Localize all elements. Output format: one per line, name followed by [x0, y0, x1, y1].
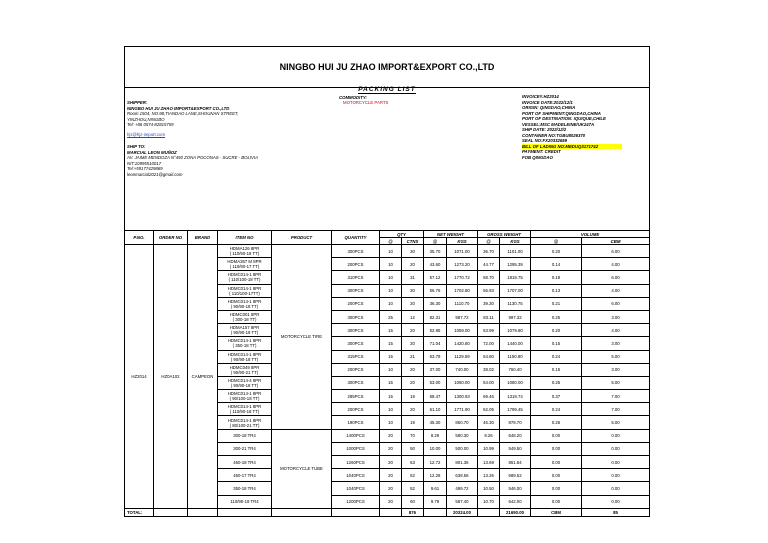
item-size: ( 350-18 TT) — [232, 343, 257, 349]
item-code: 350-18 TR4 — [233, 485, 256, 491]
company-name: NINGBO HUI JU ZHAO IMPORT&EXPORT CO.,LTD — [124, 46, 650, 88]
item-code: HDMC014-1 8PR — [227, 404, 262, 410]
ctns: 19 — [402, 416, 424, 429]
shipper-line: Room 1504, NO.98,TIANDAO LANE,SHOUNAN STREET, — [127, 111, 239, 116]
ctns: 63 — [402, 456, 424, 469]
ship-to-line: MARCIAL LEON MUÑOZ — [127, 149, 177, 155]
gross-weight-per: 13.26 — [478, 469, 500, 482]
gross-weight-per: 36.70 — [478, 245, 500, 258]
qty-per-ctn: 15 — [380, 376, 402, 389]
qty-per-ctn: 10 — [380, 258, 402, 271]
shipper-email[interactable]: hjz@hjz-import.com — [127, 132, 166, 137]
item-code: HDMC014-1 8PR — [227, 338, 262, 344]
item-code: 460-18 TR4 — [233, 459, 256, 465]
invoice-line: SEAL NO:FX20332659 — [522, 138, 568, 143]
qty-per-ctn: 20 — [380, 456, 402, 469]
net-weight: 587.40 — [447, 495, 478, 508]
col-quantity: QUANTITY — [332, 231, 380, 245]
item-size: ( 300-18 TT) — [232, 317, 257, 323]
qty-per-ctn: 20 — [380, 469, 402, 482]
net-weight-per: 8.29 — [424, 429, 447, 442]
qty-per-ctn: 10 — [380, 416, 402, 429]
ctns: 60 — [402, 495, 424, 508]
gross-weight: 648.20 — [500, 429, 531, 442]
sub-at: @ — [531, 238, 582, 245]
quantity: 200PCS — [332, 363, 380, 376]
product-tube: MOTORCYCLE TUBE — [272, 429, 332, 508]
qty-per-ctn: 10 — [380, 245, 402, 258]
sub-at: @ — [424, 238, 447, 245]
gross-weight: 549.50 — [500, 442, 531, 455]
col-volume: VOLUME — [531, 231, 650, 238]
cbm: 3.00 — [582, 337, 650, 350]
volume-per: 0.25 — [531, 310, 582, 323]
total-ctns: 876 — [402, 508, 424, 516]
gross-weight-per: 83.11 — [478, 310, 500, 323]
gross-weight: 1819.75 — [500, 271, 531, 284]
item-size: ( 80/100-21 TT) — [229, 422, 260, 428]
item-size: ( 90/90-18 TT) — [230, 382, 259, 388]
ship-to-line: AV. JAIME MENDOZA N°450 ZONA POCONAS - SUCRE - BOLIVIA — [127, 155, 258, 160]
quantity: 1260PCS — [332, 456, 380, 469]
gross-weight: 879.70 — [500, 416, 531, 429]
quantity: 285PCS — [332, 390, 380, 403]
volume-per: 0.00 — [531, 442, 582, 455]
net-weight-per: 71.04 — [424, 337, 447, 350]
net-weight: 1300.93 — [447, 390, 478, 403]
sub-at: @ — [478, 238, 500, 245]
item-size: ( 110/90-18 TT) — [229, 409, 260, 415]
net-weight-per: 35.70 — [424, 245, 447, 258]
item-code: HDMC014-1 8PR — [227, 351, 262, 357]
gross-weight-per: 54.80 — [478, 350, 500, 363]
col-gross-weight: GROSS WEIGHT — [478, 231, 531, 238]
item-no — [218, 350, 272, 363]
quantity: 200PCS — [332, 297, 380, 310]
qty-per-ctn: 20 — [380, 482, 402, 495]
gross-weight-per: 56.93 — [478, 284, 500, 297]
volume-per: 0.20 — [531, 324, 582, 337]
gross-weight: 1080.00 — [500, 376, 531, 389]
item-no — [218, 495, 272, 508]
product-tire: MOTORCYCLE TIRE — [272, 245, 332, 430]
item-code: HDMA357 M 8PR — [227, 259, 262, 265]
gross-weight: 760.40 — [500, 363, 531, 376]
cbm: 0.00 — [582, 442, 650, 455]
cbm: 7.00 — [582, 390, 650, 403]
gross-weight-per: 10.70 — [478, 495, 500, 508]
item-no — [218, 337, 272, 350]
col-pno: P.NO. — [125, 231, 154, 245]
cbm: 4.00 — [582, 284, 650, 297]
total-label: TOTAL: — [125, 508, 154, 516]
gross-weight: 861.84 — [500, 456, 531, 469]
sub-kgs: KGS — [447, 238, 478, 245]
quantity: 310PCS — [332, 271, 380, 284]
item-no — [218, 390, 272, 403]
ctns: 20 — [402, 297, 424, 310]
qty-per-ctn: 10 — [380, 271, 402, 284]
cbm: 6.00 — [582, 297, 650, 310]
invoice-line: INVOICE DATE:2022/12/1 — [522, 99, 573, 105]
invoice-line: SHIP DATE: 2022/12/2 — [522, 127, 567, 132]
net-weight: 580.30 — [447, 429, 478, 442]
gross-weight-per: 53.99 — [478, 324, 500, 337]
cbm: 0.00 — [582, 495, 650, 508]
item-size: ( 90/90-18 TT) — [230, 303, 259, 309]
gross-weight: 997.32 — [500, 310, 531, 323]
order-value: HZ0A102 — [154, 245, 188, 509]
volume-per: 0.26 — [531, 416, 582, 429]
gross-weight-per: 69.46 — [478, 390, 500, 403]
item-no — [218, 363, 272, 376]
quantity: 300PCS — [332, 337, 380, 350]
item-code: HDMC049 8PR — [229, 364, 260, 370]
totals-row — [125, 508, 650, 516]
net-weight: 1771.90 — [447, 403, 478, 416]
volume-per: 0.19 — [531, 271, 582, 284]
quantity: 300PCS — [332, 284, 380, 297]
item-no — [218, 442, 272, 455]
ctns: 19 — [402, 390, 424, 403]
net-weight: 801.36 — [447, 456, 478, 469]
gross-weight: 546.00 — [500, 482, 531, 495]
item-code: HDMC014-1 8PR — [227, 391, 262, 397]
ctns: 20 — [402, 337, 424, 350]
quantity: 190PCS — [332, 416, 380, 429]
total-gross-weight: 21650.00 — [500, 508, 531, 516]
volume-per: 0.13 — [531, 284, 582, 297]
sub-ctns: CTNS — [402, 238, 424, 245]
qty-per-ctn: 10 — [380, 284, 402, 297]
volume-per: 0.15 — [531, 337, 582, 350]
volume-per: 0.00 — [531, 456, 582, 469]
shipper-label: SHIPPER: — [127, 100, 148, 105]
ship-to-line: NIT:10995510017 — [127, 160, 162, 166]
col-order: ORDER NO — [154, 231, 188, 245]
cbm: 0.00 — [582, 456, 650, 469]
net-weight-per: 56.76 — [424, 284, 447, 297]
item-no — [218, 376, 272, 389]
item-no — [218, 258, 272, 271]
cbm: 4.00 — [582, 324, 650, 337]
shipper-line: YINZHOU,NINGBO — [127, 116, 165, 122]
net-weight-per: 61.10 — [424, 403, 447, 416]
net-weight-per: 9.61 — [424, 482, 447, 495]
col-qty: QTY — [380, 231, 424, 238]
gross-weight-per: 13.69 — [478, 456, 500, 469]
cbm: 6.00 — [582, 271, 650, 284]
gross-weight-per: 39.30 — [478, 297, 500, 310]
packing-table — [124, 230, 650, 517]
item-size: ( 90/90-18 TT) — [230, 356, 259, 362]
gross-weight: 1150.80 — [500, 350, 531, 363]
volume-per: 0.15 — [531, 363, 582, 376]
qty-per-ctn: 10 — [380, 403, 402, 416]
volume-per: 0.00 — [531, 495, 582, 508]
sub-cbm: CBM — [582, 238, 650, 245]
qty-per-ctn: 15 — [380, 350, 402, 363]
cbm: 0.00 — [582, 482, 650, 495]
brand-value: CAMPEON — [188, 245, 218, 509]
gross-weight-per: 10.99 — [478, 442, 500, 455]
net-weight-per: 52.95 — [424, 324, 447, 337]
net-weight: 1702.80 — [447, 284, 478, 297]
net-weight: 860.70 — [447, 416, 478, 429]
item-no — [218, 245, 272, 258]
volume-per: 0.21 — [531, 297, 582, 310]
cbm: 5.00 — [582, 416, 650, 429]
item-code: HDMC001 8PR — [229, 312, 260, 318]
ctns: 52 — [402, 482, 424, 495]
item-size: ( 90/90-21 TT) — [230, 369, 259, 375]
quantity: 300PCS — [332, 245, 380, 258]
invoice-line: PORT OF DESTINATION: IQUIQUE,CHILE — [522, 116, 606, 121]
ship-to-email[interactable]: leonmarcial2021@gmail.com — [127, 171, 183, 177]
net-weight-per: 37.00 — [424, 363, 447, 376]
quantity: 1040PCS — [332, 469, 380, 482]
document-title: PACKING LIST — [124, 86, 650, 95]
quantity: 300PCS — [332, 376, 380, 389]
qty-per-ctn: 15 — [380, 337, 402, 350]
quantity: 200PCS — [332, 258, 380, 271]
shipper-line: Tel: +86 0574-82815759 — [127, 122, 174, 127]
volume-per: 0.00 — [531, 469, 582, 482]
gross-weight-per: 58.70 — [478, 271, 500, 284]
item-code: 460-17 TR4 — [233, 472, 256, 478]
item-code: 300-18 TR4 — [233, 433, 256, 439]
header-block — [124, 95, 650, 230]
qty-per-ctn: 15 — [380, 390, 402, 403]
net-weight: 740.00 — [447, 363, 478, 376]
item-size: ( 90/90-19 TT) — [230, 330, 259, 336]
net-weight: 1273.20 — [447, 258, 478, 271]
invoice-line: ORIGIN: QINGDAO,CHINA — [522, 105, 576, 110]
total-cbm-label: CBM — [531, 508, 582, 516]
volume-per: 0.20 — [531, 245, 582, 258]
net-weight: 1770.72 — [447, 271, 478, 284]
ctns: 20 — [402, 363, 424, 376]
net-weight-per: 9.79 — [424, 495, 447, 508]
net-weight-per: 53.79 — [424, 350, 447, 363]
qty-per-ctn: 10 — [380, 363, 402, 376]
gross-weight: 689.52 — [500, 469, 531, 482]
gross-weight: 1295.39 — [500, 258, 531, 271]
quantity: 200PCS — [332, 403, 380, 416]
net-weight-per: 43.60 — [424, 258, 447, 271]
table-row — [125, 245, 650, 258]
volume-per: 0.24 — [531, 403, 582, 416]
item-code: HDMA126 8PR — [229, 246, 260, 252]
cbm: 4.00 — [582, 258, 650, 271]
item-no — [218, 324, 272, 337]
net-weight-per: 53.00 — [424, 376, 447, 389]
sub-kgs: KGS — [500, 238, 531, 245]
quantity: 300PCS — [332, 310, 380, 323]
gross-weight: 642.00 — [500, 495, 531, 508]
item-code: HDMC014-1 8PR — [227, 417, 262, 423]
quantity: 1400PCS — [332, 429, 380, 442]
ctns: 12 — [402, 310, 424, 323]
net-weight: 499.72 — [447, 482, 478, 495]
item-code: HDMC014-4 8PR — [227, 377, 262, 383]
ship-to-line: Tel:+59177429869 — [127, 166, 163, 171]
shipper-line: NINGBO HUI JU ZHAO IMPORT&EXPORT CO.,LTD — [127, 105, 230, 111]
item-no — [218, 456, 272, 469]
net-weight: 1420.80 — [447, 337, 478, 350]
net-weight: 1060.00 — [447, 376, 478, 389]
item-code: 110/90-19 TR4 — [230, 499, 259, 505]
packing-list-sheet — [124, 46, 649, 515]
invoice-line: VESSEL:MSC MADELEINE/UK247A — [522, 121, 595, 127]
item-code: 300-21 TR4 — [233, 446, 256, 452]
net-weight-per: 57.12 — [424, 271, 447, 284]
volume-per: 0.14 — [531, 258, 582, 271]
item-code: HDMC014-1 8PR — [227, 272, 262, 278]
volume-per: 0.37 — [531, 390, 582, 403]
net-weight: 500.00 — [447, 442, 478, 455]
gross-weight: 1440.00 — [500, 337, 531, 350]
qty-per-ctn: 20 — [380, 442, 402, 455]
gross-weight: 1130.75 — [500, 297, 531, 310]
item-size: ( 90/100-18 TT) — [229, 396, 260, 402]
volume-per: 0.00 — [531, 482, 582, 495]
quantity: 1000PCS — [332, 442, 380, 455]
qty-per-ctn: 25 — [380, 310, 402, 323]
volume-per: 0.24 — [531, 350, 582, 363]
net-weight: 1059.00 — [447, 324, 478, 337]
cbm: 3.00 — [582, 363, 650, 376]
net-weight-per: 12.72 — [424, 456, 447, 469]
cbm: 0.00 — [582, 469, 650, 482]
gross-weight: 1101.00 — [500, 245, 531, 258]
item-no — [218, 482, 272, 495]
quantity: 315PCS — [332, 350, 380, 363]
net-weight-per: 82.31 — [424, 310, 447, 323]
gross-weight-per: 46.30 — [478, 416, 500, 429]
gross-weight: 1707.00 — [500, 284, 531, 297]
payment-line: PAYMENT: CREDIT — [522, 149, 561, 154]
item-no — [218, 416, 272, 429]
gross-weight: 1319.74 — [500, 390, 531, 403]
table-body — [125, 245, 650, 509]
item-no — [218, 429, 272, 442]
ctns: 31 — [402, 271, 424, 284]
fob-line: FOB QINGDAO — [522, 154, 553, 160]
net-weight: 1110.70 — [447, 297, 478, 310]
gross-weight-per: 72.00 — [478, 337, 500, 350]
quantity: 300PCS — [332, 324, 380, 337]
ship-to-label: SHIP TO: — [127, 144, 146, 149]
net-weight: 638.56 — [447, 469, 478, 482]
cbm: 6.00 — [582, 245, 650, 258]
gross-weight-per: 38.02 — [478, 363, 500, 376]
total-cbm: 85 — [582, 508, 650, 516]
volume-per: 0.25 — [531, 376, 582, 389]
ctns: 70 — [402, 429, 424, 442]
gross-weight: 1079.80 — [500, 324, 531, 337]
quantity: 1040PCS — [332, 482, 380, 495]
ctns: 20 — [402, 258, 424, 271]
ctns: 52 — [402, 469, 424, 482]
item-no — [218, 271, 272, 284]
quantity: 1200PCS — [332, 495, 380, 508]
net-weight: 1129.59 — [447, 350, 478, 363]
volume-per: 0.00 — [531, 429, 582, 442]
qty-per-ctn: 10 — [380, 297, 402, 310]
cbm: 7.00 — [582, 403, 650, 416]
gross-weight: 1799.45 — [500, 403, 531, 416]
cbm: 0.00 — [582, 429, 650, 442]
sub-at: @ — [380, 238, 402, 245]
net-weight: 987.72 — [447, 310, 478, 323]
item-no — [218, 284, 272, 297]
item-no — [218, 310, 272, 323]
ctns: 30 — [402, 284, 424, 297]
total-net-weight: 20324.00 — [447, 508, 478, 516]
net-weight-per: 10.00 — [424, 442, 447, 455]
gross-weight-per: 44.77 — [478, 258, 500, 271]
invoice-line: INVOICE#:HZ2014 — [522, 94, 559, 99]
item-size: ( 110/90-18 TT) — [229, 251, 260, 257]
commodity-value: MOTORCYCLE PARTS — [343, 100, 389, 105]
net-weight-per: 12.28 — [424, 469, 447, 482]
col-net-weight: NET WEIGHT — [424, 231, 478, 238]
col-product: PRODUCT — [272, 231, 332, 245]
col-item: ITEM NO — [218, 231, 272, 245]
gross-weight-per: 10.50 — [478, 482, 500, 495]
item-no — [218, 403, 272, 416]
net-weight-per: 36.30 — [424, 297, 447, 310]
invoice-line: CONTAINER NO:TGBU8026370 — [522, 132, 586, 138]
cbm: 3.00 — [582, 310, 650, 323]
net-weight: 1071.00 — [447, 245, 478, 258]
invoice-line: PORT OF SHIPMENT:QINGDAO,CHINA — [522, 110, 601, 116]
gross-weight-per: 62.05 — [478, 403, 500, 416]
gross-weight-per: 9.26 — [478, 429, 500, 442]
ctns: 20 — [402, 324, 424, 337]
item-code: HDMA157 8PR — [229, 325, 260, 331]
ctns: 20 — [402, 376, 424, 389]
qty-per-ctn: 20 — [380, 495, 402, 508]
ctns: 50 — [402, 442, 424, 455]
item-no — [218, 469, 272, 482]
item-size: ( 110/100-18 TT) — [228, 277, 261, 283]
commodity-label: COMMODITY: — [339, 95, 367, 100]
ctns: 30 — [402, 245, 424, 258]
col-brand: BRAND — [188, 231, 218, 245]
item-code: HDMC014-1 8PR — [227, 285, 262, 291]
item-size: ( 110/100-17TT) — [229, 290, 260, 296]
pno-value: HZ2014 — [125, 245, 154, 509]
gross-weight-per: 54.00 — [478, 376, 500, 389]
cbm: 5.00 — [582, 376, 650, 389]
net-weight-per: 68.47 — [424, 390, 447, 403]
net-weight-per: 45.30 — [424, 416, 447, 429]
ctns: 20 — [402, 403, 424, 416]
qty-per-ctn: 20 — [380, 429, 402, 442]
cbm: 5.00 — [582, 350, 650, 363]
item-no — [218, 297, 272, 310]
ctns: 21 — [402, 350, 424, 363]
item-size: ( 110/90-17 TT) — [229, 264, 260, 270]
bill-of-lading: BILL OF LADING NO:MEDUQ3171742 — [522, 144, 622, 149]
item-code: HDMC014-1 8PR — [227, 298, 262, 304]
qty-per-ctn: 15 — [380, 324, 402, 337]
